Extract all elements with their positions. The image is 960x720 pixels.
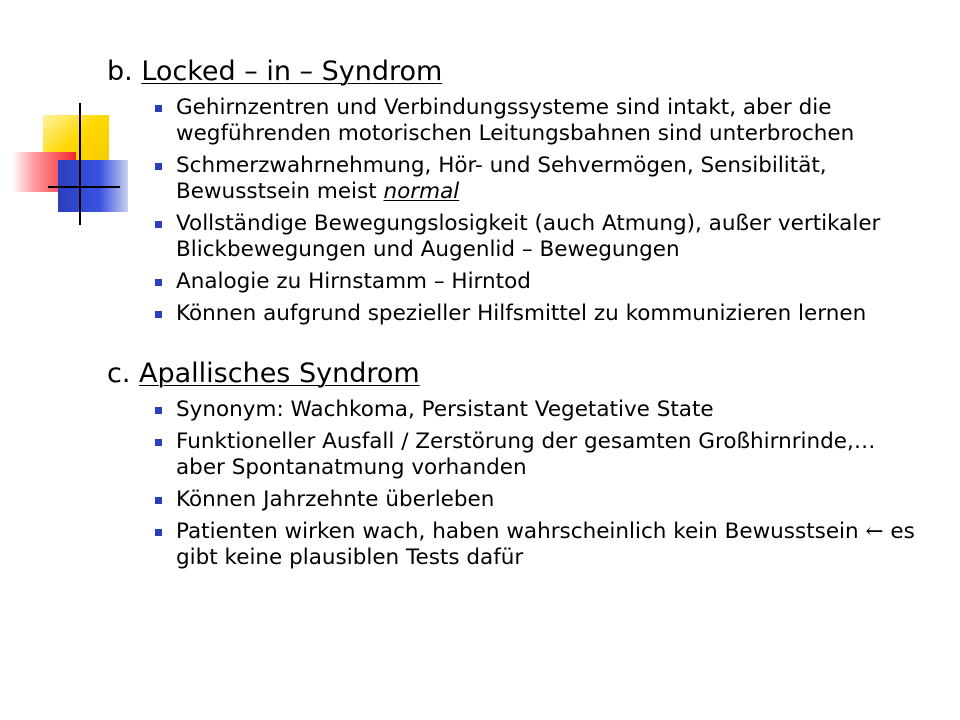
list-item: [107, 487, 927, 513]
list-item: [107, 301, 927, 327]
bullet-icon: [155, 279, 162, 286]
list-item-text: Synonym: Wachkoma, Persistant Vegetative State: [176, 397, 714, 422]
bullet-icon: [155, 105, 162, 112]
section-c-list: [107, 397, 927, 571]
list-item: [107, 269, 927, 295]
list-item: [107, 211, 927, 263]
section-c-heading: [107, 357, 927, 391]
list-item-text-end: es gibt keine plausiblen Tests dafür: [176, 519, 915, 570]
list-item: [107, 429, 927, 481]
list-item-text: Können Jahrzehnte überleben: [176, 487, 495, 512]
bullet-icon: [155, 221, 162, 228]
list-item: [107, 153, 927, 205]
bullet-icon: [155, 439, 162, 446]
section-c-title: Apallisches Syndrom: [139, 358, 420, 389]
list-item-text: Analogie zu Hirnstamm – Hirntod: [176, 269, 531, 294]
list-item-text: Gehirnzentren und Verbindungssysteme sind intakt, aber die wegführenden motorischen Leitungsbahnen sind unterbrochen: [176, 95, 855, 146]
section-b-heading: [107, 55, 927, 89]
list-item-text: Können aufgrund spezieller Hilfsmittel zu kommunizieren lernen: [176, 301, 867, 326]
list-item-text: Vollständige Bewegungslosigkeit (auch Atmung), außer vertikaler Blickbewegungen und Augenlid – Bewegungen: [176, 211, 881, 262]
slide-content: [107, 55, 927, 577]
section-c: [107, 357, 927, 571]
bullet-icon: [155, 163, 162, 170]
section-b-list: [107, 95, 927, 327]
list-item: [107, 519, 927, 571]
list-item-text: Patienten wirken wach, haben wahrscheinlich kein Bewusstsein: [176, 519, 866, 544]
bullet-icon: [155, 529, 162, 536]
list-item-text: Schmerzwahrnehmung, Hör- und Sehvermögen, Sensibilität, Bewusstsein meist: [176, 153, 827, 204]
vertical-line: [79, 103, 81, 225]
section-b-title: Locked – in – Syndrom: [141, 56, 443, 87]
bullet-icon: [155, 311, 162, 318]
section-c-prefix: c.: [107, 358, 140, 389]
list-item: [107, 95, 927, 147]
emphasis-text: normal: [383, 179, 460, 204]
section-b: [107, 55, 927, 327]
left-arrow-icon: ←: [865, 519, 884, 544]
list-item-text: Funktioneller Ausfall / Zerstörung der gesamten Großhirnrinde,… aber Spontanatmung vorhanden: [176, 429, 876, 480]
list-item: [107, 397, 927, 423]
bullet-icon: [155, 407, 162, 414]
section-b-prefix: b.: [107, 56, 142, 87]
bullet-icon: [155, 497, 162, 504]
